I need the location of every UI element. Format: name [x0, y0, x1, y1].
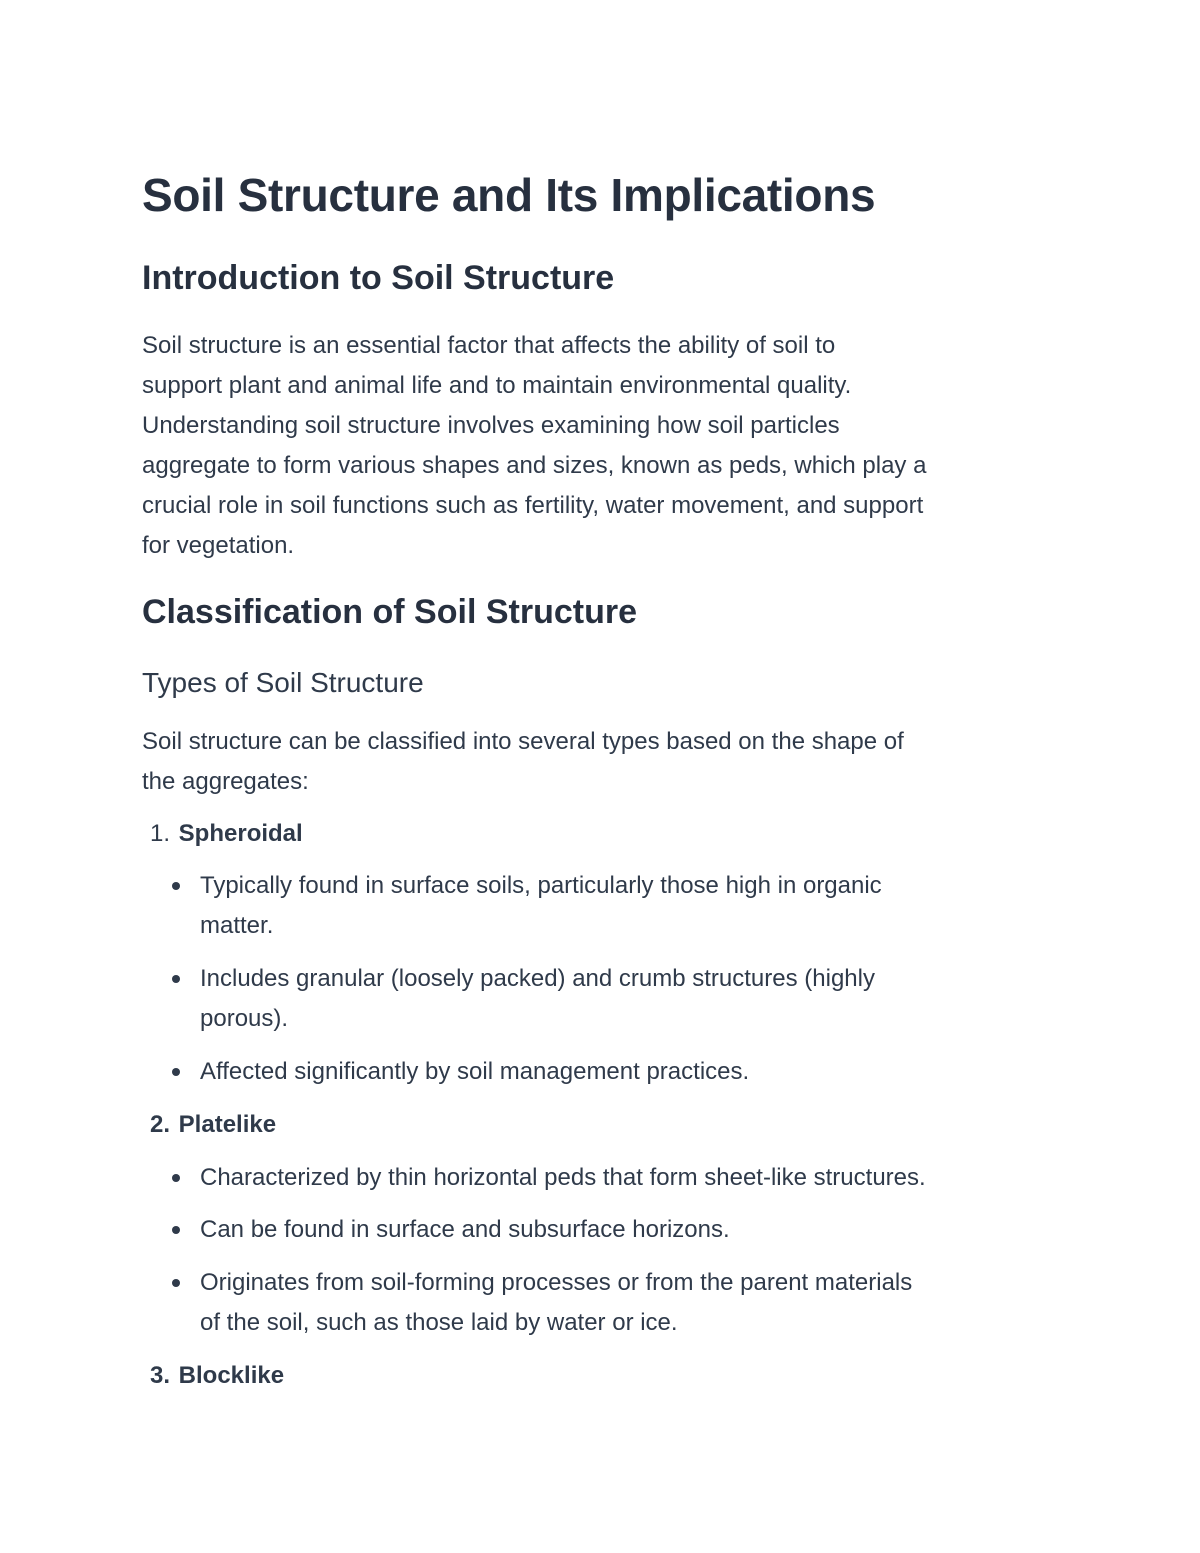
bullet-line: porous).: [200, 1005, 289, 1032]
item-name: Platelike: [178, 1111, 277, 1138]
numbered-item-spheroidal: [142, 816, 303, 852]
bullet-line: Includes granular (loosely packed) and crumb structures (highly: [200, 965, 875, 992]
bullet-icon: [172, 1226, 180, 1234]
classification-heading: Classification of Soil Structure: [142, 593, 637, 631]
classification-paragraph: [142, 722, 1062, 802]
bullet-icon: [172, 882, 180, 890]
intro-line: Understanding soil structure involves examining how soil particles: [142, 412, 840, 439]
types-subheading: Types of Soil Structure: [142, 667, 424, 698]
bullet-line: Can be found in surface and subsurface horizons.: [200, 1216, 730, 1243]
intro-line: crucial role in soil functions such as fertility, water movement, and support: [142, 492, 924, 519]
classification-line: the aggregates:: [142, 768, 309, 795]
bullet-line: of the soil, such as those laid by water or ice.: [200, 1309, 678, 1336]
item-number: 2.: [149, 1111, 170, 1138]
bullet-icon: [172, 975, 180, 983]
intro-line: Soil structure is an essential factor that affects the ability of soil to: [142, 332, 836, 359]
bullet-icon: [172, 1068, 180, 1076]
document-title: Soil Structure and Its Implications: [142, 169, 876, 221]
intro-line: support plant and animal life and to maintain environmental quality.: [142, 372, 852, 399]
bullet-line: Affected significantly by soil management practices.: [200, 1058, 750, 1085]
numbered-item-platelike: [142, 1107, 276, 1143]
bullet-icon: [172, 1279, 180, 1287]
bullet-line: Characterized by thin horizontal peds that form sheet-like structures.: [200, 1164, 926, 1191]
bullet-line: matter.: [200, 912, 274, 939]
item-name: Blocklike: [178, 1362, 285, 1389]
numbered-item-blocklike: [142, 1358, 284, 1394]
bullet-icon: [172, 1174, 180, 1182]
bullet-line: Originates from soil-forming processes or from the parent materials: [200, 1269, 913, 1296]
item-name: Spheroidal: [178, 820, 303, 847]
item-number: 3.: [149, 1362, 170, 1389]
intro-heading: Introduction to Soil Structure: [142, 259, 615, 297]
intro-line: for vegetation.: [142, 532, 295, 559]
bullet-line: Typically found in surface soils, particularly those high in organic: [200, 872, 882, 899]
intro-paragraph: [142, 326, 1062, 566]
item-number: 1.: [149, 820, 170, 847]
classification-line: Soil structure can be classified into several types based on the shape of: [142, 728, 904, 755]
intro-line: aggregate to form various shapes and sizes, known as peds, which play a: [142, 452, 927, 479]
